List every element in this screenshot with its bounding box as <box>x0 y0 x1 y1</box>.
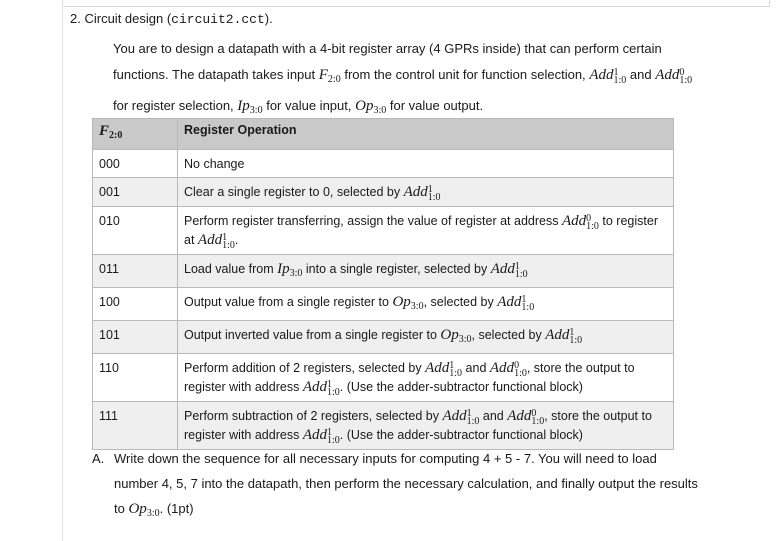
table-row <box>93 207 674 255</box>
register-operation-table <box>92 118 674 450</box>
row-code: 100 <box>93 288 178 321</box>
row-code: 000 <box>93 150 178 178</box>
row-code: 111 <box>93 402 178 450</box>
title-prefix: Circuit design ( <box>84 11 172 26</box>
row-operation: Output inverted value from a single register to $Op_{3:0}$, selected by Add 1 1:0 <box>178 321 674 354</box>
row-operation: Load value from $Ip_{3:0}$ into a single register, selected by Add 1 1:0 <box>178 255 674 288</box>
intro-and: and <box>629 67 652 82</box>
question-title <box>70 11 273 27</box>
row-code: 110 <box>93 354 178 402</box>
row-code: 010 <box>93 207 178 255</box>
table-row <box>93 321 674 354</box>
part-a-body: Write down the sequence for all necessary inputs for computing 4 + 5 - 7. You will need to load number 4, 5, 7 into the datapath, then perform the necessary calculation, and finally output the results to $Op_{3:0}$. (1pt) <box>114 451 698 519</box>
row-operation: Perform subtraction of 2 registers, selected by Add 1 1:0 and Add 0 1:0 , store the output to register with address Add 1 1:0 . (Use the adder-subtractor functional block) <box>178 402 674 450</box>
header-f: $F_{2:0}$ <box>93 119 178 150</box>
intro-paragraph <box>113 36 703 124</box>
page-frame-left <box>62 6 63 541</box>
intro-text-3: for register selection, <box>113 98 234 113</box>
part-a-question <box>92 446 702 526</box>
row-code: 001 <box>93 178 178 207</box>
question-number: 2. <box>70 11 81 26</box>
row-code: 101 <box>93 321 178 354</box>
row-operation: Clear a single register to 0, selected by Add 1 1:0 <box>178 178 674 207</box>
intro-text-2: from the control unit for function selection, <box>344 67 586 82</box>
intro-text-1: You are to design a datapath with a 4-bit register array (4 GPRs inside) that can perform certain functions. The datapath takes input <box>113 41 662 82</box>
circuit-filename: circuit2.cct <box>171 12 265 27</box>
add0-symbol: Add 0 1:0 <box>655 67 693 86</box>
table-row <box>93 354 674 402</box>
op-symbol: $Op_{3:0}$ <box>355 98 387 116</box>
table-header-row <box>93 119 674 150</box>
header-operation: Register Operation <box>178 119 674 150</box>
row-code: 011 <box>93 255 178 288</box>
row-operation: No change <box>178 150 674 178</box>
table-row <box>93 288 674 321</box>
add1-symbol: Add 1 1:0 <box>589 67 627 86</box>
row-operation: Perform register transferring, assign the value of register at address Add 0 1:0 to register at Add 1 1:0 . <box>178 207 674 255</box>
table-row <box>93 178 674 207</box>
row-operation: Perform addition of 2 registers, selected by Add 1 1:0 and Add 0 1:0 , store the output to register with address Add 1 1:0 . (Use the adder-subtractor functional block) <box>178 354 674 402</box>
row-operation: Output value from a single register to $Op_{3:0}$, selected by Add 1 1:0 <box>178 288 674 321</box>
intro-text-5: for value output. <box>389 98 484 113</box>
ip-symbol: $Ip_{3:0}$ <box>237 98 263 116</box>
table-row <box>93 150 674 178</box>
title-suffix: ). <box>264 11 273 26</box>
f-symbol: $F_{2:0}$ <box>318 67 341 85</box>
table-row <box>93 402 674 450</box>
table-row <box>93 255 674 288</box>
part-a-label: A. <box>92 451 105 466</box>
intro-text-4: for value input, <box>266 98 352 113</box>
page-frame-top <box>62 0 770 7</box>
